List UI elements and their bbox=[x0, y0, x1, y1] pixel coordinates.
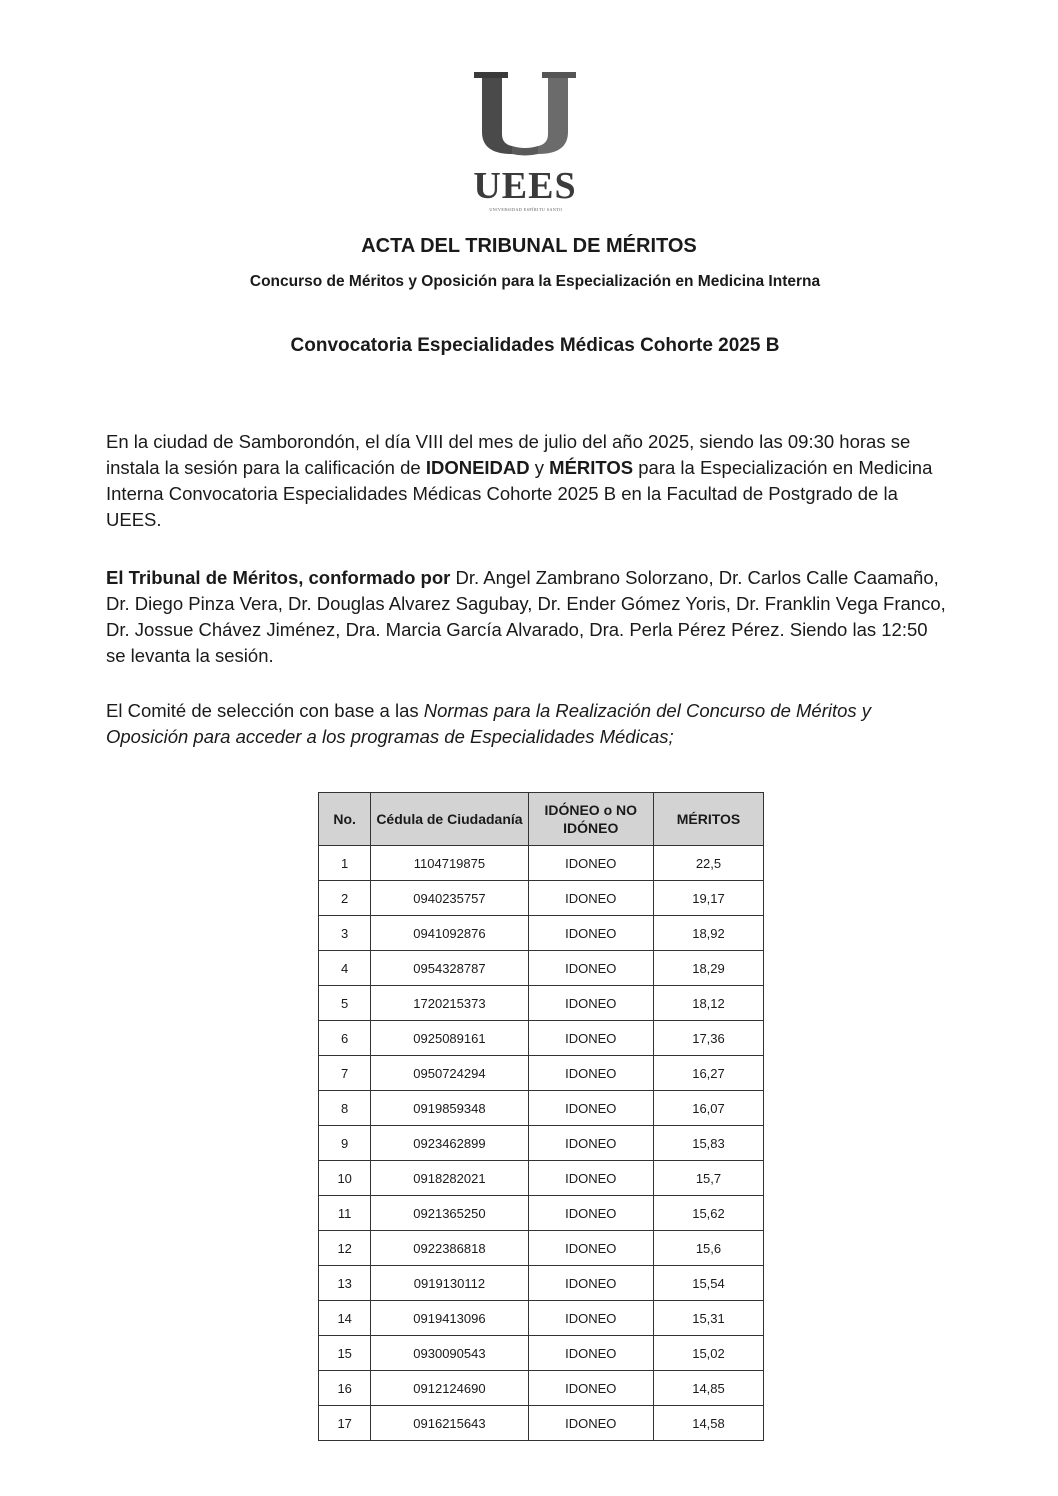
convocatoria-heading: Convocatoria Especialidades Médicas Cohorte 2025 B bbox=[290, 335, 780, 356]
table-row bbox=[319, 1406, 764, 1441]
cell-no: 16 bbox=[319, 1371, 371, 1406]
cell-idoneo: IDONEO bbox=[528, 1091, 653, 1126]
cell-meritos: 16,07 bbox=[653, 1091, 763, 1126]
cell-cedula: 1104719875 bbox=[371, 846, 528, 881]
header-idoneo: IDÓNEO o NO IDÓNEO bbox=[528, 793, 653, 846]
cell-idoneo: IDONEO bbox=[528, 881, 653, 916]
table-row bbox=[319, 951, 764, 986]
document-subtitle: Concurso de Méritos y Oposición para la Especialización en Medicina Interna bbox=[249, 273, 821, 290]
cell-meritos: 18,92 bbox=[653, 916, 763, 951]
cell-no: 9 bbox=[319, 1126, 371, 1161]
cell-meritos: 15,7 bbox=[653, 1161, 763, 1196]
paragraph-committee: El Comité de selección con base a las Normas para la Realización del Concurso de Méritos y Oposición para acceder a los programas de Especialidades Médicas; bbox=[106, 700, 872, 747]
cell-idoneo: IDONEO bbox=[528, 1266, 653, 1301]
cell-cedula: 0922386818 bbox=[371, 1231, 528, 1266]
cell-idoneo: IDONEO bbox=[528, 1021, 653, 1056]
uees-emblem-icon bbox=[460, 62, 590, 167]
cell-meritos: 15,54 bbox=[653, 1266, 763, 1301]
cell-no: 8 bbox=[319, 1091, 371, 1126]
logo-wordmark: UEES bbox=[473, 165, 577, 207]
cell-no: 17 bbox=[319, 1406, 371, 1441]
table-header-row bbox=[319, 793, 764, 846]
cell-meritos: 17,36 bbox=[653, 1021, 763, 1056]
cell-cedula: 0940235757 bbox=[371, 881, 528, 916]
table-row bbox=[319, 1301, 764, 1336]
table-row bbox=[319, 986, 764, 1021]
cell-cedula: 0941092876 bbox=[371, 916, 528, 951]
table-row bbox=[319, 881, 764, 916]
table-row bbox=[319, 916, 764, 951]
cell-idoneo: IDONEO bbox=[528, 1161, 653, 1196]
paragraph-session-opening: En la ciudad de Samborondón, el día VIII del mes de julio del año 2025, siendo las 09:30 horas se instala la sesión para la calificación de IDONEIDAD y MÉRITOS para la Especialización en Medicina Interna Convocatoria Especialidades Médicas Cohorte 2025 B en la Facultad de Postgrado de la UEES. bbox=[106, 431, 933, 530]
cell-cedula: 0912124690 bbox=[371, 1371, 528, 1406]
cell-cedula: 0918282021 bbox=[371, 1161, 528, 1196]
cell-cedula: 0923462899 bbox=[371, 1126, 528, 1161]
cell-no: 3 bbox=[319, 916, 371, 951]
cell-idoneo: IDONEO bbox=[528, 951, 653, 986]
cell-no: 14 bbox=[319, 1301, 371, 1336]
cell-idoneo: IDONEO bbox=[528, 1196, 653, 1231]
table-row bbox=[319, 846, 764, 881]
cell-no: 7 bbox=[319, 1056, 371, 1091]
table-row bbox=[319, 1091, 764, 1126]
header-no: No. bbox=[319, 793, 371, 846]
cell-cedula: 0919130112 bbox=[371, 1266, 528, 1301]
cell-no: 2 bbox=[319, 881, 371, 916]
cell-idoneo: IDONEO bbox=[528, 1231, 653, 1266]
cell-idoneo: IDONEO bbox=[528, 986, 653, 1021]
cell-cedula: 0950724294 bbox=[371, 1056, 528, 1091]
cell-meritos: 19,17 bbox=[653, 881, 763, 916]
cell-meritos: 15,6 bbox=[653, 1231, 763, 1266]
table-row bbox=[319, 1126, 764, 1161]
cell-meritos: 15,31 bbox=[653, 1301, 763, 1336]
table-row bbox=[319, 1336, 764, 1371]
header-cedula: Cédula de Ciudadanía bbox=[371, 793, 528, 846]
cell-meritos: 18,12 bbox=[653, 986, 763, 1021]
cell-no: 15 bbox=[319, 1336, 371, 1371]
cell-meritos: 15,83 bbox=[653, 1126, 763, 1161]
cell-no: 12 bbox=[319, 1231, 371, 1266]
cell-idoneo: IDONEO bbox=[528, 1301, 653, 1336]
table-row bbox=[319, 1056, 764, 1091]
cell-cedula: 1720215373 bbox=[371, 986, 528, 1021]
cell-no: 6 bbox=[319, 1021, 371, 1056]
cell-cedula: 0925089161 bbox=[371, 1021, 528, 1056]
results-table bbox=[318, 792, 764, 1441]
cell-meritos: 18,29 bbox=[653, 951, 763, 986]
cell-cedula: 0916215643 bbox=[371, 1406, 528, 1441]
cell-idoneo: IDONEO bbox=[528, 1406, 653, 1441]
table-body bbox=[319, 846, 764, 1441]
cell-meritos: 16,27 bbox=[653, 1056, 763, 1091]
cell-cedula: 0921365250 bbox=[371, 1196, 528, 1231]
cell-no: 13 bbox=[319, 1266, 371, 1301]
cell-cedula: 0954328787 bbox=[371, 951, 528, 986]
paragraph-tribunal-members: El Tribunal de Méritos, conformado por Dr. Angel Zambrano Solorzano, Dr. Carlos Calle Caamaño, Dr. Diego Pinza Vera, Dr. Douglas Alvarez Sagubay, Dr. Ender Gómez Yoris, Dr. Franklin Vega Franco, Dr. Jossue Chávez Jiménez, Dra. Marcia García Alvarado, Dra. Perla Pérez Pérez. Siendo las 12:50 se levanta la sesión. bbox=[106, 567, 946, 666]
cell-no: 10 bbox=[319, 1161, 371, 1196]
cell-no: 5 bbox=[319, 986, 371, 1021]
cell-cedula: 0930090543 bbox=[371, 1336, 528, 1371]
document-title: ACTA DEL TRIBUNAL DE MÉRITOS bbox=[361, 235, 697, 257]
cell-no: 1 bbox=[319, 846, 371, 881]
cell-idoneo: IDONEO bbox=[528, 916, 653, 951]
table-row bbox=[319, 1196, 764, 1231]
cell-idoneo: IDONEO bbox=[528, 1126, 653, 1161]
table-row bbox=[319, 1161, 764, 1196]
header-meritos: MÉRITOS bbox=[653, 793, 763, 846]
cell-meritos: 22,5 bbox=[653, 846, 763, 881]
table-row bbox=[319, 1371, 764, 1406]
cell-no: 4 bbox=[319, 951, 371, 986]
table-row bbox=[319, 1021, 764, 1056]
table-row bbox=[319, 1266, 764, 1301]
cell-idoneo: IDONEO bbox=[528, 846, 653, 881]
cell-meritos: 15,02 bbox=[653, 1336, 763, 1371]
cell-cedula: 0919859348 bbox=[371, 1091, 528, 1126]
cell-cedula: 0919413096 bbox=[371, 1301, 528, 1336]
uees-logo bbox=[460, 62, 590, 212]
cell-idoneo: IDONEO bbox=[528, 1371, 653, 1406]
cell-meritos: 14,58 bbox=[653, 1406, 763, 1441]
cell-idoneo: IDONEO bbox=[528, 1336, 653, 1371]
cell-no: 11 bbox=[319, 1196, 371, 1231]
cell-idoneo: IDONEO bbox=[528, 1056, 653, 1091]
table-row bbox=[319, 1231, 764, 1266]
cell-meritos: 14,85 bbox=[653, 1371, 763, 1406]
cell-meritos: 15,62 bbox=[653, 1196, 763, 1231]
logo-subtext: UNIVERSIDAD ESPÍRITU SANTO bbox=[489, 207, 563, 212]
